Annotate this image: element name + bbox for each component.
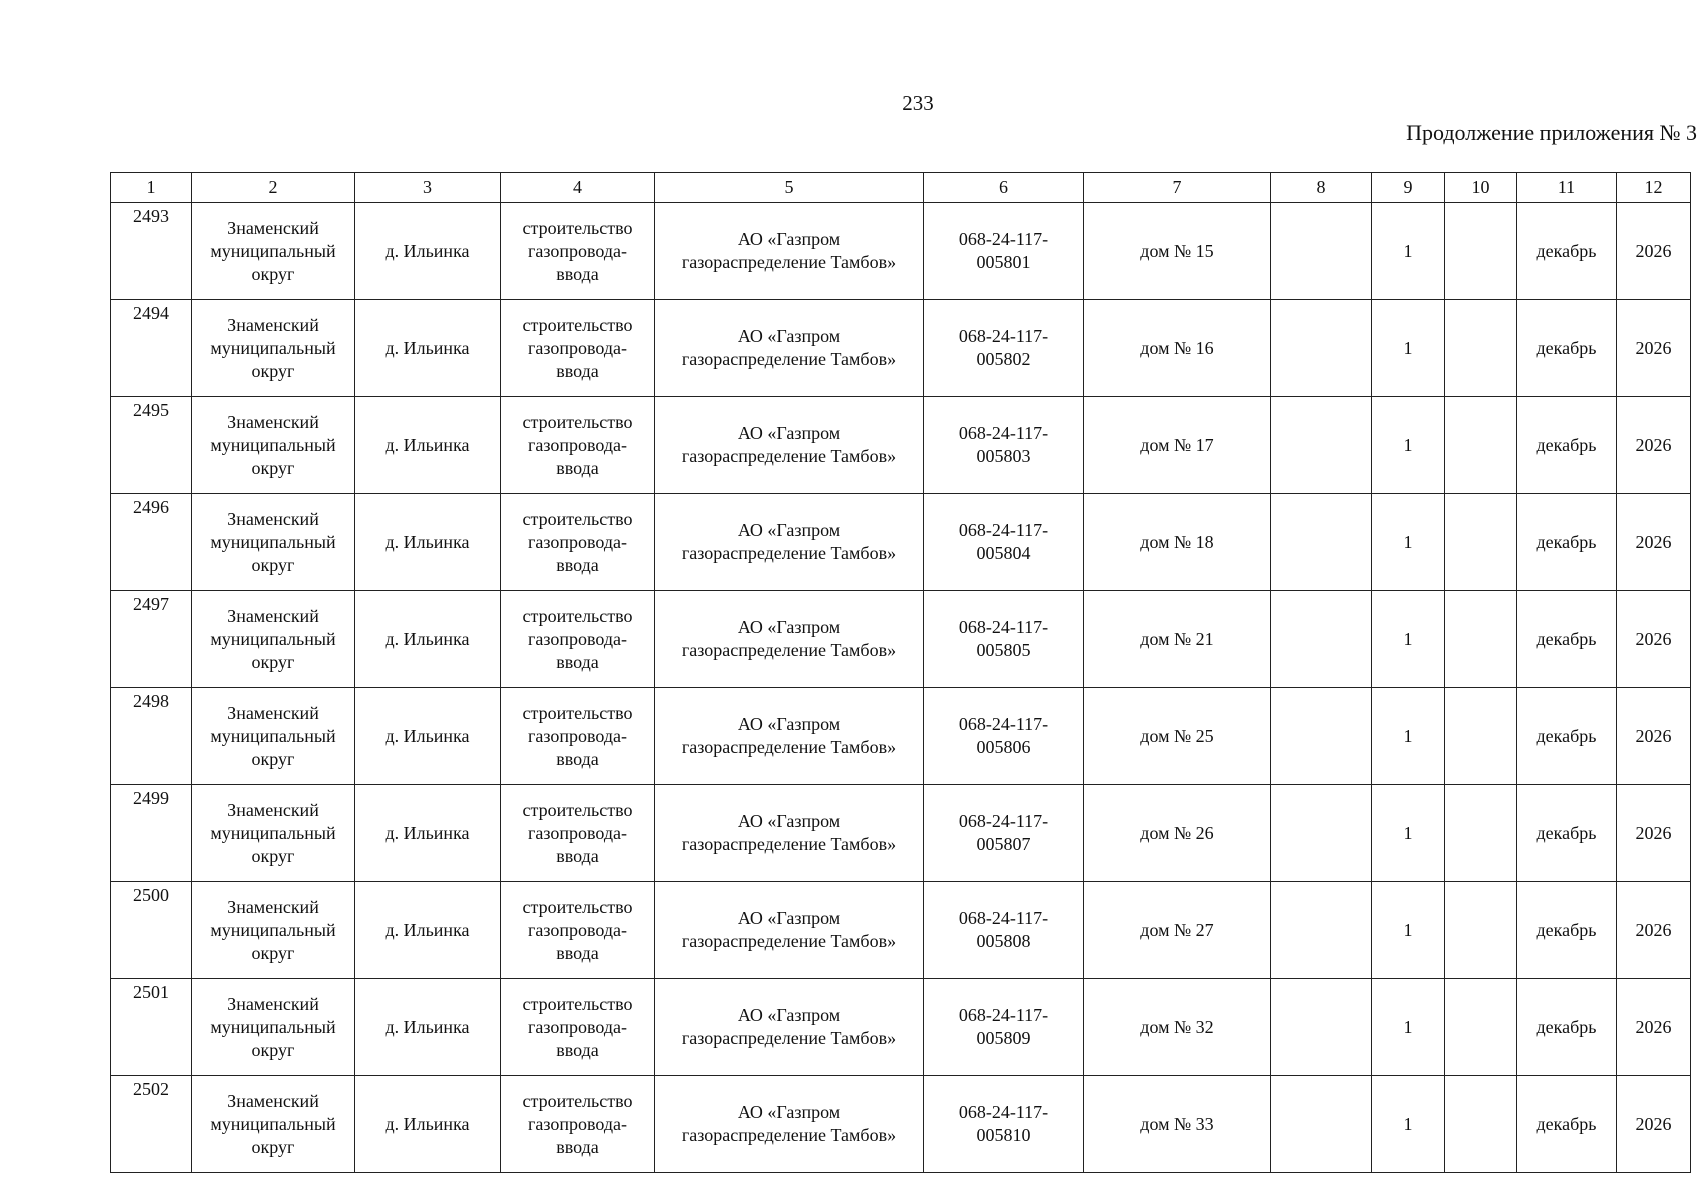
object-code-cell: 068-24-117- 005802 xyxy=(924,300,1084,397)
quantity-cell: 1 xyxy=(1372,882,1445,979)
year-cell: 2026 xyxy=(1617,979,1691,1076)
address-cell: дом № 18 xyxy=(1084,494,1271,591)
month-cell: декабрь xyxy=(1517,300,1617,397)
column-8-cell xyxy=(1271,203,1372,300)
row-number-cell: 2496 xyxy=(111,494,192,591)
organization-cell: АО «Газпром газораспределение Тамбов» xyxy=(655,688,924,785)
object-code-cell: 068-24-117- 005805 xyxy=(924,591,1084,688)
settlement-cell: д. Ильинка xyxy=(355,494,501,591)
table-row xyxy=(111,591,1691,688)
settlement-cell: д. Ильинка xyxy=(355,979,501,1076)
year-cell: 2026 xyxy=(1617,785,1691,882)
object-code-cell: 068-24-117- 005801 xyxy=(924,203,1084,300)
month-cell: декабрь xyxy=(1517,882,1617,979)
table-row xyxy=(111,785,1691,882)
appendix-continuation-note: Продолжение приложения № 3 xyxy=(1406,120,1697,145)
column-8-cell xyxy=(1271,300,1372,397)
work-type-cell: строительство газопровода- ввода xyxy=(501,494,655,591)
settlement-cell: д. Ильинка xyxy=(355,1076,501,1173)
address-cell: дом № 26 xyxy=(1084,785,1271,882)
municipality-cell: Знаменский муниципальный округ xyxy=(192,494,355,591)
column-8-cell xyxy=(1271,591,1372,688)
row-number-cell: 2500 xyxy=(111,882,192,979)
month-cell: декабрь xyxy=(1517,203,1617,300)
settlement-cell: д. Ильинка xyxy=(355,300,501,397)
row-number-cell: 2497 xyxy=(111,591,192,688)
year-cell: 2026 xyxy=(1617,397,1691,494)
work-type-cell: строительство газопровода- ввода xyxy=(501,882,655,979)
column-header: 6 xyxy=(924,173,1084,203)
month-cell: декабрь xyxy=(1517,785,1617,882)
address-cell: дом № 27 xyxy=(1084,882,1271,979)
page-number: 233 xyxy=(902,91,934,115)
row-number-cell: 2494 xyxy=(111,300,192,397)
column-8-cell xyxy=(1271,494,1372,591)
quantity-cell: 1 xyxy=(1372,591,1445,688)
table-row xyxy=(111,1076,1691,1173)
table-body xyxy=(111,203,1691,1173)
municipality-cell: Знаменский муниципальный округ xyxy=(192,203,355,300)
municipality-cell: Знаменский муниципальный округ xyxy=(192,785,355,882)
settlement-cell: д. Ильинка xyxy=(355,882,501,979)
object-code-cell: 068-24-117- 005808 xyxy=(924,882,1084,979)
quantity-cell: 1 xyxy=(1372,979,1445,1076)
settlement-cell: д. Ильинка xyxy=(355,785,501,882)
column-8-cell xyxy=(1271,979,1372,1076)
work-type-cell: строительство газопровода- ввода xyxy=(501,785,655,882)
work-type-cell: строительство газопровода- ввода xyxy=(501,397,655,494)
municipality-cell: Знаменский муниципальный округ xyxy=(192,1076,355,1173)
column-header: 4 xyxy=(501,173,655,203)
address-cell: дом № 15 xyxy=(1084,203,1271,300)
quantity-cell: 1 xyxy=(1372,397,1445,494)
column-number-row xyxy=(111,173,1691,203)
row-number-cell: 2493 xyxy=(111,203,192,300)
work-type-cell: строительство газопровода- ввода xyxy=(501,1076,655,1173)
quantity-cell: 1 xyxy=(1372,1076,1445,1173)
organization-cell: АО «Газпром газораспределение Тамбов» xyxy=(655,882,924,979)
month-cell: декабрь xyxy=(1517,1076,1617,1173)
month-cell: декабрь xyxy=(1517,688,1617,785)
column-10-cell xyxy=(1445,494,1517,591)
organization-cell: АО «Газпром газораспределение Тамбов» xyxy=(655,1076,924,1173)
quantity-cell: 1 xyxy=(1372,785,1445,882)
column-10-cell xyxy=(1445,1076,1517,1173)
column-10-cell xyxy=(1445,300,1517,397)
municipality-cell: Знаменский муниципальный округ xyxy=(192,979,355,1076)
year-cell: 2026 xyxy=(1617,1076,1691,1173)
table-row xyxy=(111,494,1691,591)
column-8-cell xyxy=(1271,882,1372,979)
municipality-cell: Знаменский муниципальный округ xyxy=(192,882,355,979)
work-type-cell: строительство газопровода- ввода xyxy=(501,979,655,1076)
address-cell: дом № 21 xyxy=(1084,591,1271,688)
month-cell: декабрь xyxy=(1517,397,1617,494)
row-number-cell: 2502 xyxy=(111,1076,192,1173)
address-cell: дом № 17 xyxy=(1084,397,1271,494)
table-row xyxy=(111,397,1691,494)
year-cell: 2026 xyxy=(1617,494,1691,591)
month-cell: декабрь xyxy=(1517,591,1617,688)
table-row xyxy=(111,979,1691,1076)
organization-cell: АО «Газпром газораспределение Тамбов» xyxy=(655,591,924,688)
settlement-cell: д. Ильинка xyxy=(355,397,501,494)
settlement-cell: д. Ильинка xyxy=(355,688,501,785)
registry-table xyxy=(110,172,1691,1173)
row-number-cell: 2499 xyxy=(111,785,192,882)
registry-table-container xyxy=(110,172,1691,1173)
work-type-cell: строительство газопровода- ввода xyxy=(501,203,655,300)
organization-cell: АО «Газпром газораспределение Тамбов» xyxy=(655,397,924,494)
quantity-cell: 1 xyxy=(1372,494,1445,591)
year-cell: 2026 xyxy=(1617,688,1691,785)
column-header: 2 xyxy=(192,173,355,203)
municipality-cell: Знаменский муниципальный округ xyxy=(192,591,355,688)
table-row xyxy=(111,882,1691,979)
address-cell: дом № 25 xyxy=(1084,688,1271,785)
month-cell: декабрь xyxy=(1517,494,1617,591)
table-row xyxy=(111,203,1691,300)
municipality-cell: Знаменский муниципальный округ xyxy=(192,397,355,494)
organization-cell: АО «Газпром газораспределение Тамбов» xyxy=(655,300,924,397)
year-cell: 2026 xyxy=(1617,300,1691,397)
year-cell: 2026 xyxy=(1617,203,1691,300)
municipality-cell: Знаменский муниципальный округ xyxy=(192,300,355,397)
column-header: 10 xyxy=(1445,173,1517,203)
address-cell: дом № 33 xyxy=(1084,1076,1271,1173)
column-header: 12 xyxy=(1617,173,1691,203)
organization-cell: АО «Газпром газораспределение Тамбов» xyxy=(655,785,924,882)
organization-cell: АО «Газпром газораспределение Тамбов» xyxy=(655,494,924,591)
column-10-cell xyxy=(1445,785,1517,882)
quantity-cell: 1 xyxy=(1372,300,1445,397)
quantity-cell: 1 xyxy=(1372,688,1445,785)
column-header: 9 xyxy=(1372,173,1445,203)
table-row xyxy=(111,300,1691,397)
address-cell: дом № 32 xyxy=(1084,979,1271,1076)
object-code-cell: 068-24-117- 005807 xyxy=(924,785,1084,882)
column-10-cell xyxy=(1445,591,1517,688)
column-header: 11 xyxy=(1517,173,1617,203)
work-type-cell: строительство газопровода- ввода xyxy=(501,591,655,688)
column-10-cell xyxy=(1445,688,1517,785)
address-cell: дом № 16 xyxy=(1084,300,1271,397)
organization-cell: АО «Газпром газораспределение Тамбов» xyxy=(655,979,924,1076)
column-10-cell xyxy=(1445,979,1517,1076)
row-number-cell: 2501 xyxy=(111,979,192,1076)
work-type-cell: строительство газопровода- ввода xyxy=(501,688,655,785)
work-type-cell: строительство газопровода- ввода xyxy=(501,300,655,397)
settlement-cell: д. Ильинка xyxy=(355,203,501,300)
object-code-cell: 068-24-117- 005804 xyxy=(924,494,1084,591)
column-header: 8 xyxy=(1271,173,1372,203)
column-8-cell xyxy=(1271,688,1372,785)
object-code-cell: 068-24-117- 005803 xyxy=(924,397,1084,494)
municipality-cell: Знаменский муниципальный округ xyxy=(192,688,355,785)
quantity-cell: 1 xyxy=(1372,203,1445,300)
column-8-cell xyxy=(1271,1076,1372,1173)
row-number-cell: 2498 xyxy=(111,688,192,785)
column-header: 1 xyxy=(111,173,192,203)
object-code-cell: 068-24-117- 005810 xyxy=(924,1076,1084,1173)
column-10-cell xyxy=(1445,397,1517,494)
column-10-cell xyxy=(1445,882,1517,979)
month-cell: декабрь xyxy=(1517,979,1617,1076)
column-8-cell xyxy=(1271,397,1372,494)
year-cell: 2026 xyxy=(1617,591,1691,688)
row-number-cell: 2495 xyxy=(111,397,192,494)
table-row xyxy=(111,688,1691,785)
object-code-cell: 068-24-117- 005809 xyxy=(924,979,1084,1076)
organization-cell: АО «Газпром газораспределение Тамбов» xyxy=(655,203,924,300)
column-10-cell xyxy=(1445,203,1517,300)
settlement-cell: д. Ильинка xyxy=(355,591,501,688)
column-header: 5 xyxy=(655,173,924,203)
column-8-cell xyxy=(1271,785,1372,882)
year-cell: 2026 xyxy=(1617,882,1691,979)
object-code-cell: 068-24-117- 005806 xyxy=(924,688,1084,785)
column-header: 7 xyxy=(1084,173,1271,203)
column-header: 3 xyxy=(355,173,501,203)
